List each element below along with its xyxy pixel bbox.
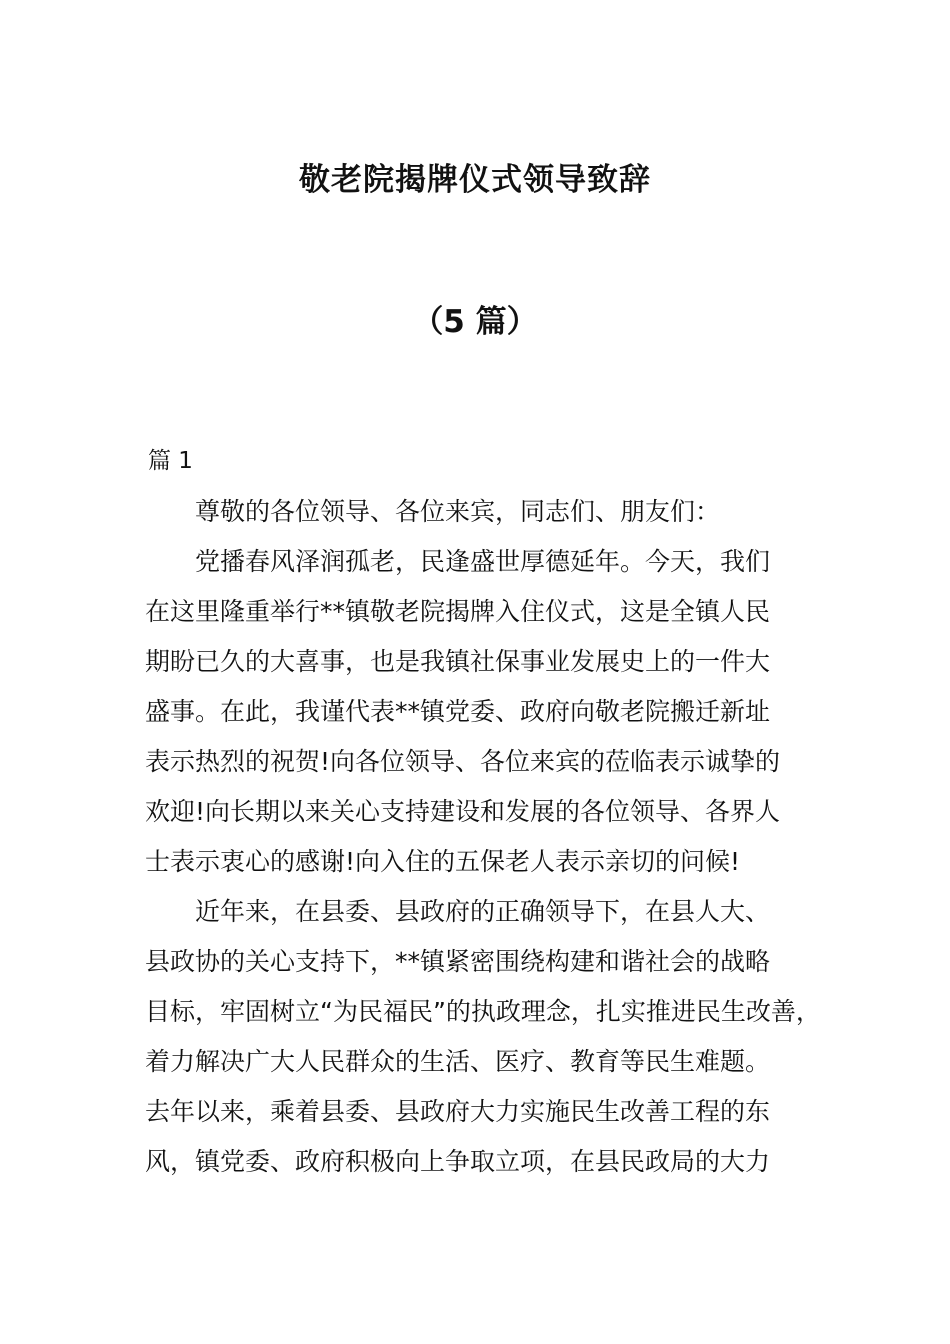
paragraph-line: 盛事。在此，我谨代表**镇党委、政府向敬老院搬迁新址 xyxy=(145,697,771,726)
salutation-line: 尊敬的各位领导、各位来宾，同志们、朋友们： xyxy=(195,497,721,526)
document-subtitle: （5 篇） xyxy=(412,304,538,340)
paragraph-line: 表示热烈的祝贺!向各位领导、各位来宾的莅临表示诚挚的 xyxy=(145,747,781,776)
document-title: 敬老院揭牌仪式领导致辞 xyxy=(299,162,651,198)
paragraph-line: 风，镇党委、政府积极向上争取立项，在县民政局的大力 xyxy=(145,1147,771,1176)
body-text xyxy=(145,487,835,1187)
paragraph-line: 县政协的关心支持下，**镇紧密围绕构建和谐社会的战略 xyxy=(145,947,771,976)
paragraph-line: 党播春风泽润孤老，民逢盛世厚德延年。今天，我们 xyxy=(195,547,771,576)
paragraph-line: 欢迎!向长期以来关心支持建设和发展的各位领导、各界人 xyxy=(145,797,781,826)
paragraph-line: 着力解决广大人民群众的生活、医疗、教育等民生难题。 xyxy=(145,1047,771,1076)
paragraph-line: 目标，牢固树立“为民福民”的执政理念，扎实推进民生改善， xyxy=(145,997,821,1026)
paragraph-line: 士表示衷心的感谢!向入住的五保老人表示亲切的问候! xyxy=(145,847,741,876)
paragraph-line: 近年来，在县委、县政府的正确领导下，在县人大、 xyxy=(195,897,771,926)
paragraph-line: 期盼已久的大喜事，也是我镇社保事业发展史上的一件大 xyxy=(145,647,771,676)
section-label: 篇 1 xyxy=(148,448,193,474)
paragraph-line: 去年以来，乘着县委、县政府大力实施民生改善工程的东 xyxy=(145,1097,771,1126)
paragraph-line: 在这里隆重举行**镇敬老院揭牌入住仪式，这是全镇人民 xyxy=(145,597,771,626)
